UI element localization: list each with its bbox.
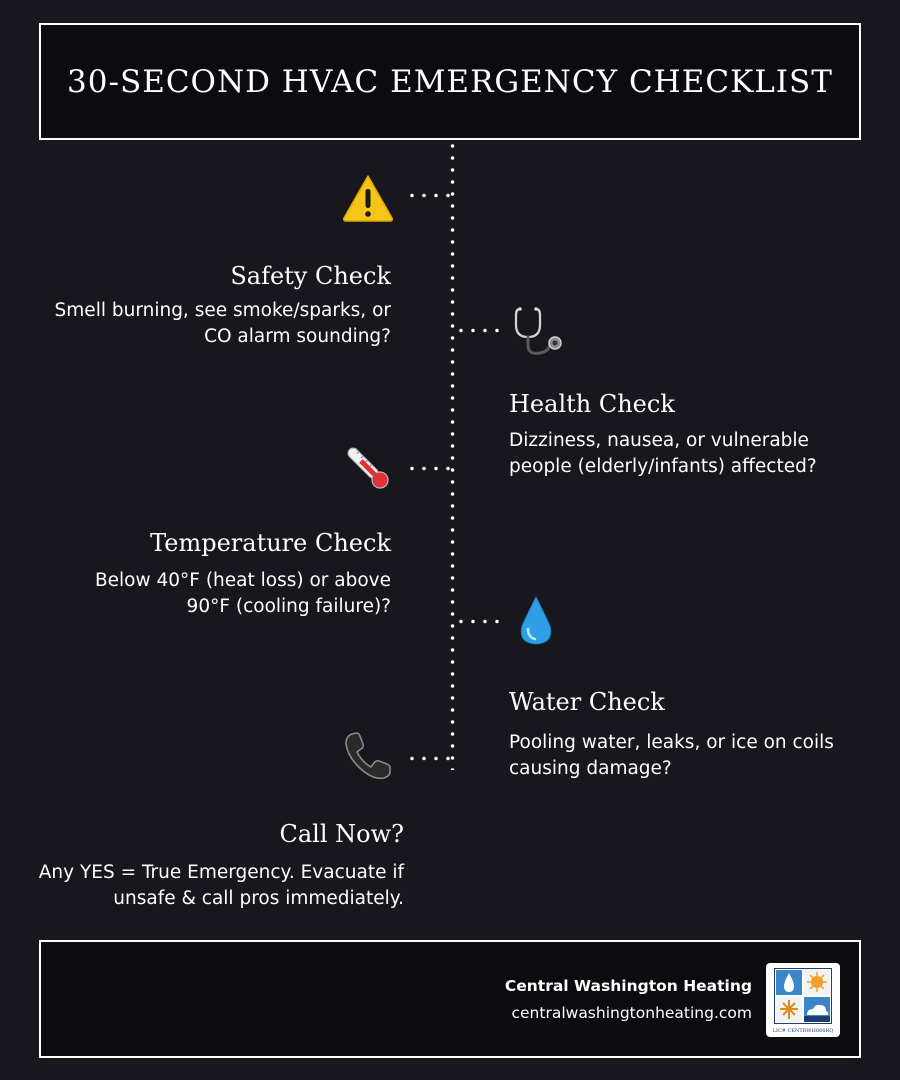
telephone-icon [340,728,396,784]
thermometer-icon [340,440,396,496]
footer-panel [39,940,861,1058]
step-desc-temperature: Below 40°F (heat loss) or above 90°F (cooling failure)? [94,570,391,617]
connector-call [406,756,450,761]
step-desc-water: Pooling water, leaks, or ice on coils causing damage? [509,732,834,779]
page-title: 30-SECOND HVAC EMERGENCY CHECKLIST [67,63,833,100]
company-url[interactable]: centralwashingtonheating.com [511,1004,752,1022]
step-desc-health: Dizziness, nausea, or vulnerable people (elderly/infants) affected? [509,430,817,477]
warning-icon [340,170,396,226]
timeline-spine [450,140,455,770]
stethoscope-icon [510,303,566,359]
step-title-temperature: Temperature Check [150,529,391,557]
company-name: Central Washington Heating [504,977,752,995]
connector-temperature [406,466,450,471]
step-title-health: Health Check [509,390,675,418]
step-desc-safety: Smell burning, see smoke/sparks, or CO alarm sounding? [54,300,391,347]
connector-health [455,328,505,333]
water-drop-icon [508,593,564,649]
logo-mark-icon [774,968,832,1024]
company-logo [766,963,840,1037]
title-banner [39,23,861,140]
connector-safety [406,193,450,198]
step-title-safety: Safety Check [230,262,391,290]
step-title-water: Water Check [509,688,665,716]
step-title-call: Call Now? [279,820,404,848]
step-desc-call: Any YES = True Emergency. Evacuate if unsafe & call pros immediately. [38,862,404,909]
connector-water [455,619,505,624]
logo-license-text: LIC# CENTRWH866RQ [772,1028,834,1034]
